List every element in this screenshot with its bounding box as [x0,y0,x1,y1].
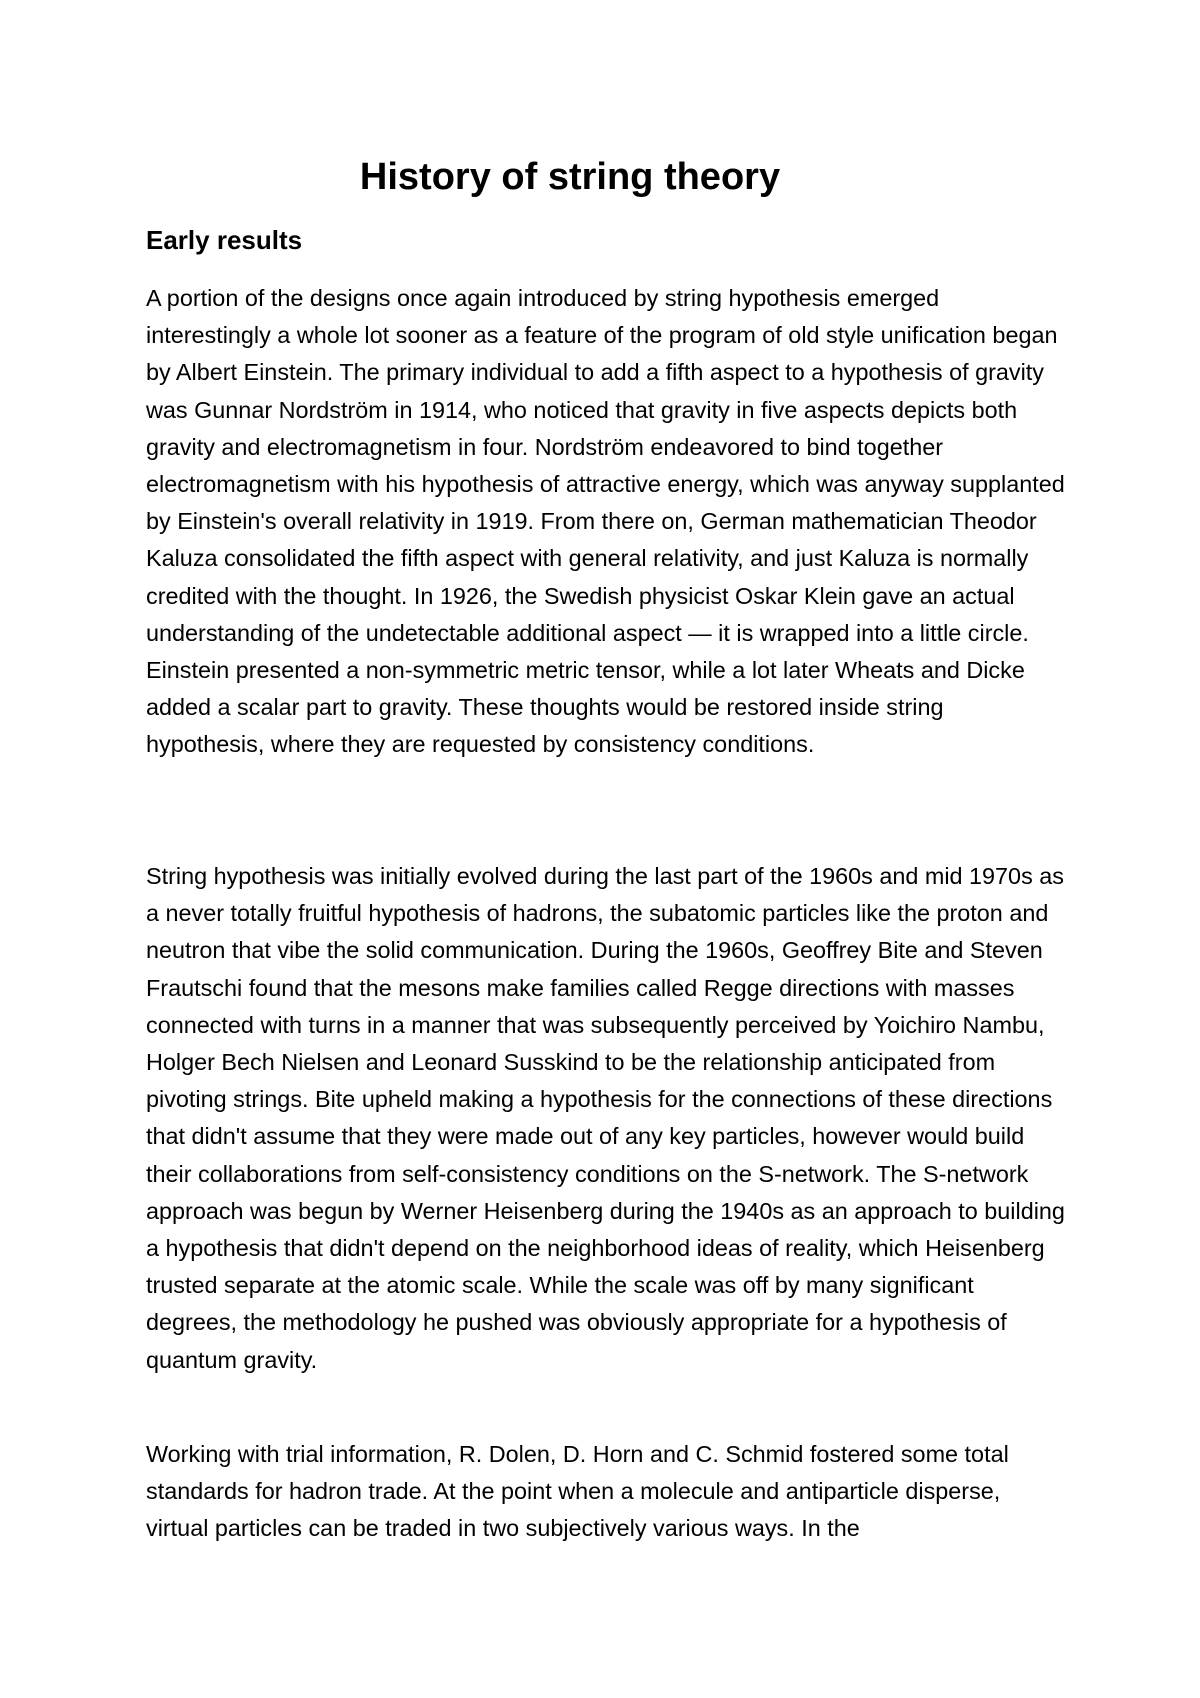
body-paragraph: A portion of the designs once again introduced by string hypothesis emerged interestingly a whole lot sooner as a feature of the program of old style unification began by Albert Einstein. The primary individual to add a fifth aspect to a hypothesis of gravity was Gunnar Nordström in 1914, who noticed that gravity in five aspects depicts both gravity and electromagnetism in four. Nordström endeavored to bind together electromagnetism with his hypothesis of attractive energy, which was anyway supplanted by Einstein's overall relativity in 1919. From there on, German mathematician Theodor Kaluza consolidated the fifth aspect with general relativity, and just Kaluza is normally credited with the thought. In 1926, the Swedish physicist Oskar Klein gave an actual understanding of the undetectable additional aspect — it is wrapped into a little circle. Einstein presented a non-symmetric metric tensor, while a lot later Wheats and Dicke added a scalar part to gravity. These thoughts would be restored inside string hypothesis, where they are requested by consistency conditions. [146,285,1065,758]
document-title: History of string theory [359,156,781,198]
body-paragraph: String hypothesis was initially evolved during the last part of the 1960s and mid 1970s as a never totally fruitful hypothesis of hadrons, the subatomic particles like the proton and neutron that vibe the solid communication. During the 1960s, Geoffrey Bite and Steven Frautschi found that the mesons make families called Regge directions with masses connected with turns in a manner that was subsequently perceived by Yoichiro Nambu, Holger Bech Nielsen and Leonard Susskind to be the relationship anticipated from pivoting strings. Bite upheld making a hypothesis for the connections of these directions that didn't assume that they were made out of any key particles, however would build their collaborations from self-consistency conditions on the S-network. The S-network approach was begun by Werner Heisenberg during the 1940s as an approach to building a hypothesis that didn't depend on the neighborhood ideas of reality, which Heisenberg trusted separate at the atomic scale. While the scale was off by many significant degrees, the methodology he pushed was obviously appropriate for a hypothesis of quantum gravity. [146,863,1065,1373]
section-heading: Early results [146,225,303,255]
body-paragraph: Working with trial information, R. Dolen, D. Horn and C. Schmid fostered some total standards for hadron trade. At the point when a molecule and antiparticle disperse, virtual particles can be traded in two subjectively various ways. In the [146,1441,1009,1542]
